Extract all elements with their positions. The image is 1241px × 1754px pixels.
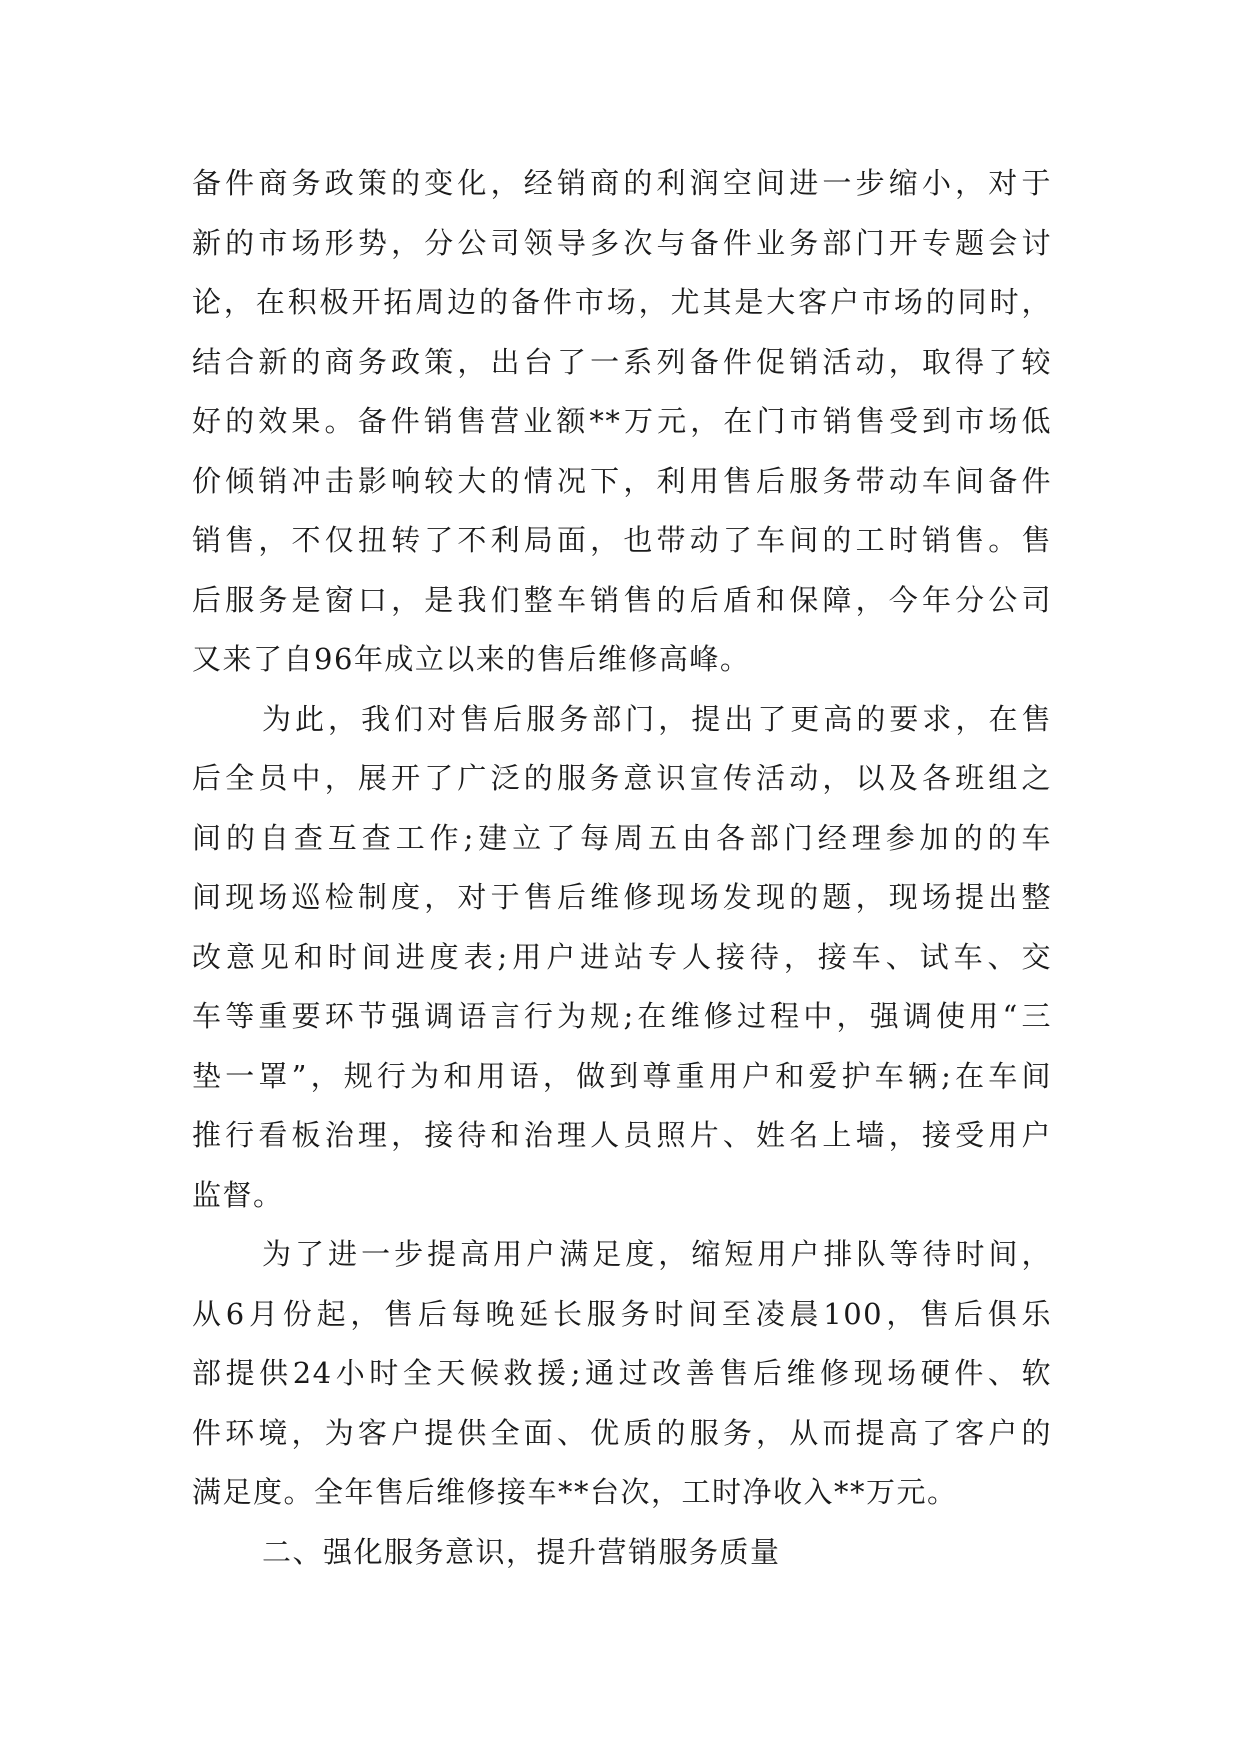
text-line: 间的自查互查工作;建立了每周五由各部门经理参加的的车 [192, 820, 1052, 855]
text-line: 结合新的商务政策，出台了一系列备件促销活动，取得了较 [192, 344, 1052, 379]
text-line: 二、强化服务意识，提升营销服务质量 [262, 1534, 781, 1569]
text-line: 垫一罩”，规行为和用语，做到尊重用户和爱护车辆;在车间 [192, 1058, 1052, 1093]
text-line: 好的效果。备件销售营业额**万元，在门市销售受到市场低 [192, 404, 1052, 438]
text-line: 后服务是窗口，是我们整车销售的后盾和保障，今年分公司 [192, 582, 1052, 617]
text-line: 价倾销冲击影响较大的情况下，利用售后服务带动车间备件 [192, 463, 1052, 498]
text-line: 备件商务政策的变化，经销商的利润空间进一步缩小，对于 [192, 166, 1052, 200]
text-line: 新的市场形势，分公司领导多次与备件业务部门开专题会讨 [192, 225, 1052, 260]
text-line: 销售，不仅扭转了不利局面，也带动了车间的工时销售。售 [192, 523, 1052, 557]
text-line: 间现场巡检制度，对于售后维修现场发现的题，现场提出整 [192, 880, 1052, 914]
document-body [192, 154, 1052, 1582]
text-line: 后全员中，展开了广泛的服务意识宣传活动，以及各班组之 [192, 761, 1052, 795]
text-line: 从6月份起，售后每晚延长服务时间至凌晨100，售后俱乐 [192, 1296, 1052, 1331]
text-line: 件环境，为客户提供全面、优质的服务，从而提高了客户的 [192, 1415, 1052, 1450]
text-line: 为了进一步提高用户满足度，缩短用户排队等待时间， [262, 1237, 1052, 1271]
text-line: 车等重要环节强调语言行为规;在维修过程中，强调使用“三 [192, 999, 1052, 1033]
text-line: 部提供24小时全天候救援;通过改善售后维修现场硬件、软 [192, 1356, 1052, 1390]
text-line: 论，在积极开拓周边的备件市场，尤其是大客户市场的同时， [192, 285, 1052, 319]
text-line: 监督。 [192, 1177, 284, 1212]
text-line: 满足度。全年售后维修接车**台次，工时净收入**万元。 [192, 1475, 958, 1509]
text-line: 又来了自96年成立以来的售后维修高峰。 [192, 642, 751, 676]
text-line: 为此，我们对售后服务部门，提出了更高的要求，在售 [262, 701, 1052, 736]
text-line: 推行看板治理，接待和治理人员照片、姓名上墙，接受用户 [192, 1118, 1052, 1152]
text-line: 改意见和时间进度表;用户进站专人接待，接车、试车、交 [192, 939, 1052, 974]
